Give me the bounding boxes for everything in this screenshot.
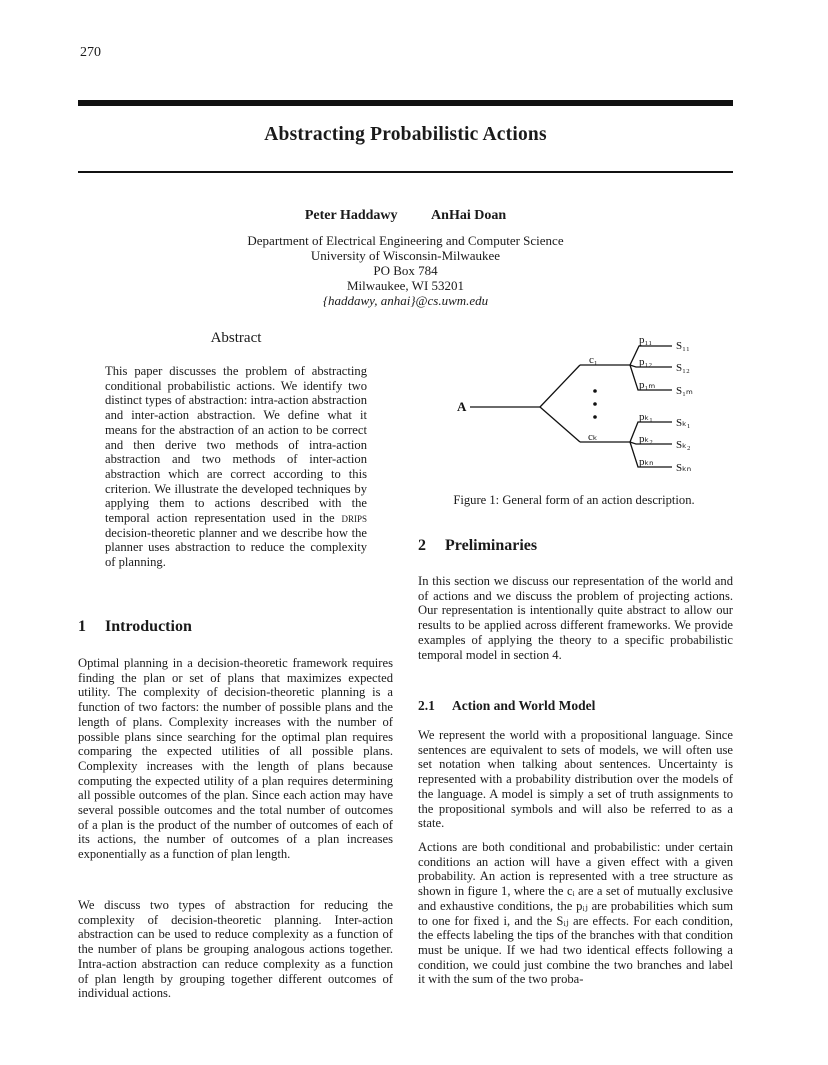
paper-title: Abstracting Probabilistic Actions xyxy=(264,124,547,145)
action-tree-figure xyxy=(445,330,735,480)
effect-label: Sₖ₁ xyxy=(676,417,691,429)
affiliation-city: Milwaukee, WI 53201 xyxy=(346,278,465,293)
condition-label: c₁ xyxy=(589,354,598,366)
section-number: 1 xyxy=(78,618,86,635)
section-title: Introduction xyxy=(105,618,192,635)
action-model-paragraph-2: Actions are both conditional and probabilistic: under certain conditions an action will have a given effect with a given probability. An action is represented with a tree structure as shown in figure 1, where the cᵢ are a set of mutually exclusive and exhaustive conditions, the pᵢⱼ are probabilities which sum to one for fixed i, and the Sᵢⱼ are effects. For each condition, the effects labeling the tips of the branches with that condition must be unique. If we had two identical effects following a condition, we could just combine the two branches and label it with the sum of the two proba- xyxy=(418,840,733,987)
section-number: 2 xyxy=(418,537,426,554)
probability-label: pₖ₁ xyxy=(639,411,654,423)
abstract-text-a: This paper discusses the problem of abstracting conditional probabilistic actions. We identify two distinct types of abstraction: intra-action abstraction and inter-action abstraction. We define what it means for the abstraction of an action to be correct and then derive two methods of intra-action abstraction and two methods of inter-action abstraction which are correct according to this criterion. We illustrate the developed techniques by applying them to actions described with the temporal action representation used in the xyxy=(105,364,367,526)
page-number: 270 xyxy=(80,45,101,60)
probability-label: p₁₂ xyxy=(639,356,653,368)
author-name: AnHai Doan xyxy=(431,208,507,223)
subsection-number: 2.1 xyxy=(418,698,435,713)
effect-label: S₁ₘ xyxy=(676,385,693,397)
author-name: Peter Haddawy xyxy=(304,208,398,223)
author-list xyxy=(78,208,733,224)
effect-label: Sₖ₂ xyxy=(676,439,691,451)
intro-paragraph-1: Optimal planning in a decision-theoretic framework requires finding the plan or set of plans that maximizes expected utility. The complexity of decision-theoretic planning is a function of two factors: the number of possible plans and the length of plans. Complexity increases with the number of possible plans since searching for the optimal plan requires comparing the expected utilities of all possible plans. Complexity increases with the length of plans because computing the expected utility of a plan requires determining all possible outcomes of the plan. Since each action may have several possible outcomes and the total number of outcomes of a plan is the product of the number of outcomes of each of its actions, the number of outcomes of a plan increases exponentially as a function of plan length. xyxy=(78,656,393,862)
action-model-paragraph-1: We represent the world with a propositional language. Since sentences are equivalent to sets of models, we will often use set notation when talking about sentences. Uncertainty is represented with a probability distribution over the models of the language. A model is simply a set of truth assignments to the propositional symbols and will also be referred to as a state. xyxy=(418,728,733,831)
system-name: drips xyxy=(341,511,367,526)
title-bottom-rule xyxy=(78,171,733,173)
abstract-heading: Abstract xyxy=(210,330,262,346)
figure-caption: Figure 1: General form of an action description. xyxy=(453,493,695,507)
condition-label: cₖ xyxy=(588,431,598,443)
preliminaries-paragraph: In this section we discuss our representation of the world and of actions and we discuss the problem of projecting actions. Our representation is intentionally quite abstract to allow our results to be applied across different frameworks. We provide examples of applying the theory to a specific probabilistic temporal model in section 4. xyxy=(418,574,733,662)
intro-paragraph-2: We discuss two types of abstraction for reducing the complexity of decision-theoretic planning. Inter-action abstraction can be used to reduce complexity as a function of the number of plans be grouping analogous actions together. Intra-action abstraction can reduce complexity as a function of plan length by grouping together different outcomes of individual actions. xyxy=(78,898,393,1001)
abstract-text xyxy=(105,364,367,570)
root-action-label: A xyxy=(457,399,467,414)
author-email: {haddawy, anhai}@cs.uwm.edu xyxy=(322,293,489,308)
section-heading-introduction xyxy=(78,618,192,636)
affiliation-box: PO Box 784 xyxy=(373,263,438,278)
effect-label: S₁₂ xyxy=(676,362,690,374)
probability-label: p₁₁ xyxy=(639,334,653,346)
affiliation-univ: University of Wisconsin-Milwaukee xyxy=(310,248,501,263)
affiliation-dept: Department of Electrical Engineering and Computer Science xyxy=(247,233,564,248)
probability-label: pₖ₂ xyxy=(639,433,654,445)
section-title: Preliminaries xyxy=(445,537,538,554)
subsection-title: Action and World Model xyxy=(452,698,596,713)
subsection-heading-action-model xyxy=(418,698,595,714)
probability-label: p₁ₘ xyxy=(639,379,656,391)
effect-label: S₁₁ xyxy=(676,340,690,352)
title-top-rule xyxy=(78,100,733,106)
section-heading-preliminaries xyxy=(418,537,537,555)
affiliation xyxy=(78,233,733,308)
probability-label: pₖₙ xyxy=(639,456,654,468)
effect-label: Sₖₙ xyxy=(676,462,692,474)
abstract-text-b: decision-theoretic planner and we describe how the planner uses abstraction to reduce the complexity of planning. xyxy=(105,525,367,570)
